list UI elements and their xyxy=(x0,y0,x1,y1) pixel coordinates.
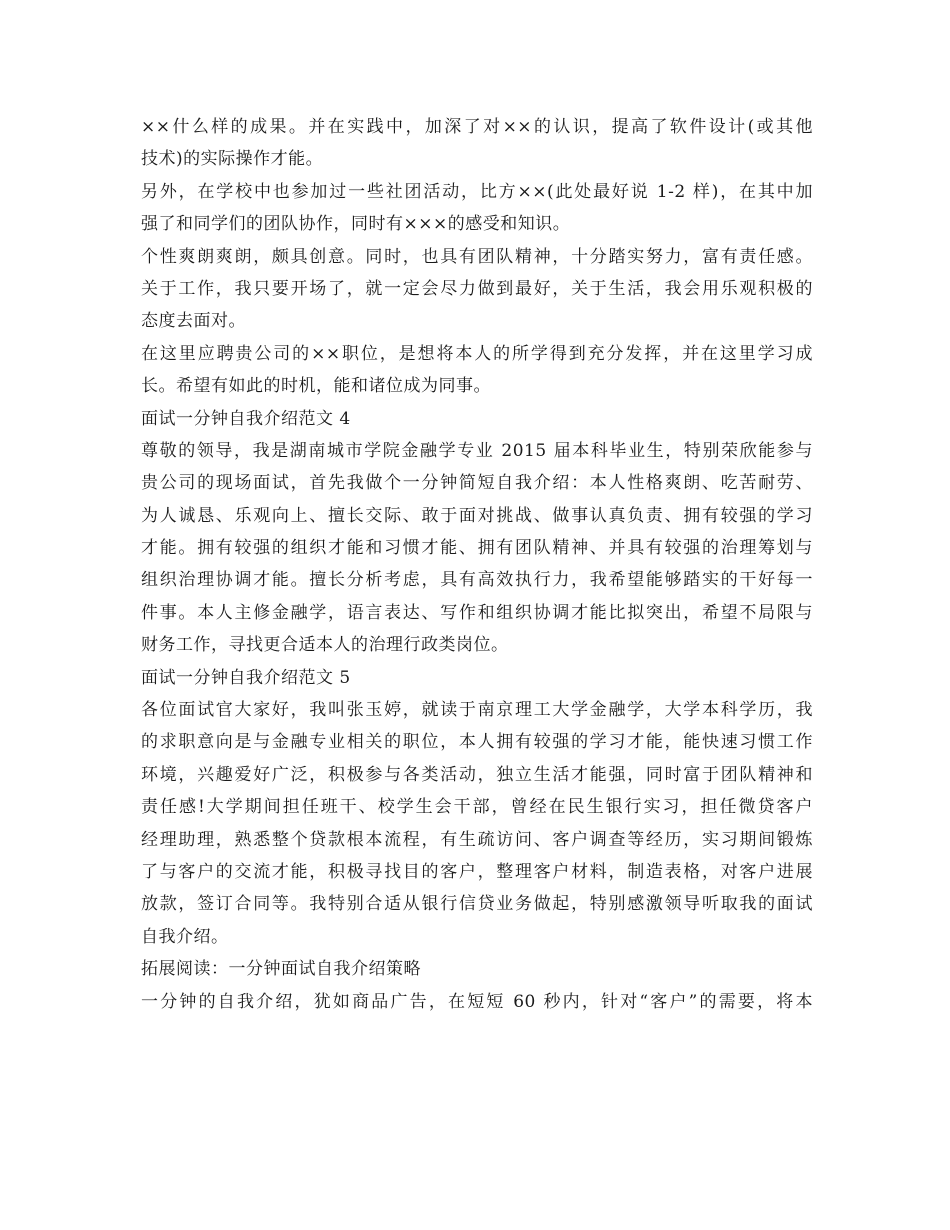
text-line: 强了和同学们的团队协作，同时有×××的感受和知识。 xyxy=(141,214,571,235)
text-line: 关于工作，我只要开场了，就一定会尽力做到最好，关于生活，我会用乐观积极的 xyxy=(141,278,813,299)
text-line: 态度去面对。 xyxy=(141,311,246,332)
text-line: 一分钟的自我介绍，犹如商品广告，在短短 60 秒内，针对“客户”的需要，将本 xyxy=(141,991,813,1012)
text-line: 为人诚恳、乐观向上、擅长交际、敢于面对挑战、做事认真负责、拥有较强的学习 xyxy=(141,505,813,526)
text-line: 财务工作，寻找更合适本人的治理行政类岗位。 xyxy=(141,635,509,656)
text-line: 环境，兴趣爱好广泛，积极参与各类活动，独立生活才能强，同时富于团队精神和 xyxy=(141,764,813,785)
text-line: 才能。拥有较强的组织才能和习惯才能、拥有团队精神、并具有较强的治理筹划与 xyxy=(141,538,813,559)
text-line: 贵公司的现场面试，首先我做个一分钟简短自我介绍：本人性格爽朗、吃苦耐劳、 xyxy=(141,473,813,494)
text-line: 技术)的实际操作才能。 xyxy=(141,149,324,170)
text-line: 了与客户的交流才能，积极寻找目的客户，整理客户材料，制造表格，对客户进展 xyxy=(141,861,813,882)
text-line: 组织治理协调才能。擅长分析考虑，具有高效执行力，我希望能够踏实的干好每一 xyxy=(141,570,813,591)
text-line: 件事。本人主修金融学，语言表达、写作和组织协调才能比拟突出，希望不局限与 xyxy=(141,602,813,623)
text-line: 在这里应聘贵公司的××职位，是想将本人的所学得到充分发挥，并在这里学习成 xyxy=(141,343,813,364)
text-line: 尊敬的领导，我是湖南城市学院金融学专业 2015 届本科毕业生，特别荣欣能参与 xyxy=(141,440,813,461)
text-line: 经理助理，熟悉整个贷款根本流程，有生疏访问、客户调查等经历，实习期间锻炼 xyxy=(141,829,813,850)
document-body xyxy=(141,111,813,1018)
text-line: 自我介绍。 xyxy=(141,926,229,947)
text-line: 面试一分钟自我介绍范文 5 xyxy=(141,667,351,688)
text-line: ××什么样的成果。并在实践中，加深了对××的认识，提高了软件设计(或其他 xyxy=(141,117,813,137)
text-line: 另外，在学校中也参加过一些社团活动，比方××(此处最好说 1-2 样)，在其中加 xyxy=(141,181,813,202)
text-line: 的求职意向是与金融专业相关的职位，本人拥有较强的学习才能，能快速习惯工作 xyxy=(141,732,813,753)
text-line: 拓展阅读：一分钟面试自我介绍策略 xyxy=(141,959,421,980)
text-line: 面试一分钟自我介绍范文 4 xyxy=(141,408,351,429)
text-line: 放款，签订合同等。我特别合适从银行信贷业务做起，特别感激领导听取我的面试 xyxy=(141,894,813,915)
text-line: 各位面试官大家好，我叫张玉婷，就读于南京理工大学金融学，大学本科学历，我 xyxy=(141,700,813,721)
text-line: 个性爽朗爽朗，颇具创意。同时，也具有团队精神，十分踏实努力，富有责任感。 xyxy=(141,246,813,267)
text-line: 长。希望有如此的时机，能和诸位成为同事。 xyxy=(141,376,491,397)
text-line: 责任感!大学期间担任班干、校学生会干部，曾经在民生银行实习，担任微贷客户 xyxy=(141,797,813,818)
